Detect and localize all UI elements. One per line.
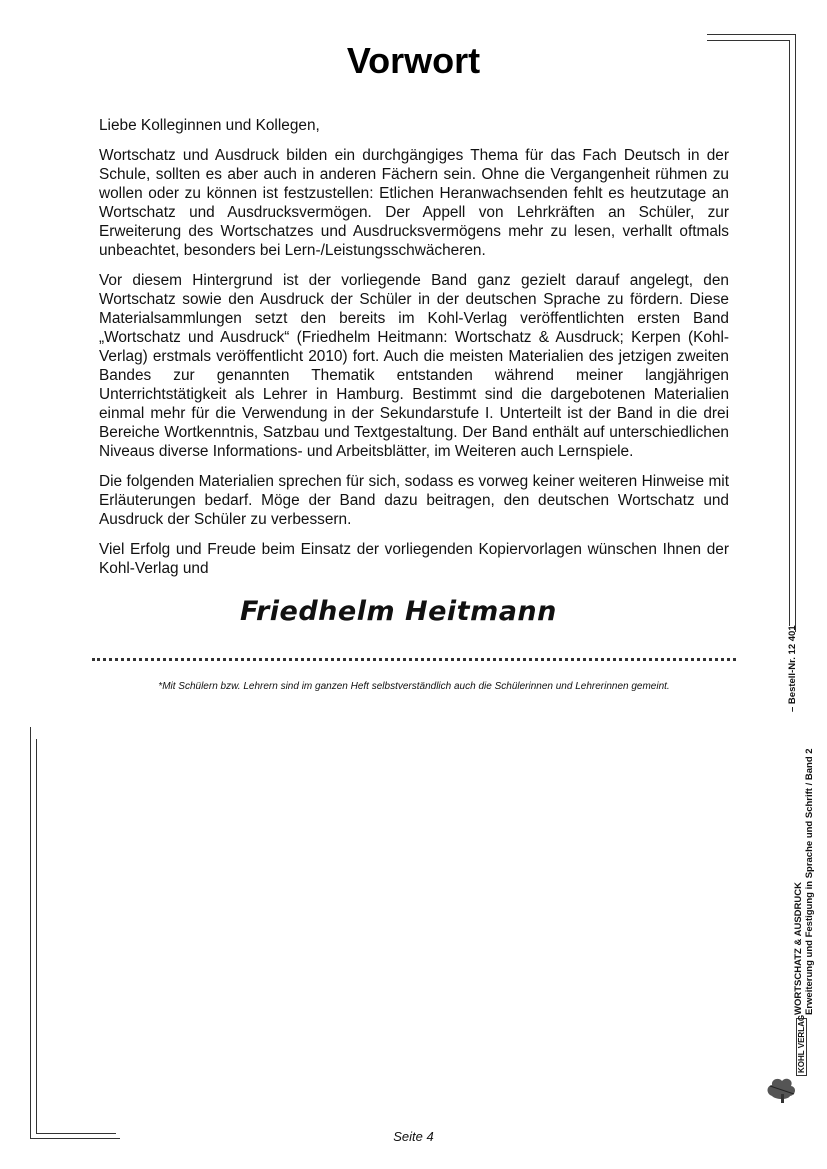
footnote: *Mit Schülern bzw. Lehrern sind im ganzen Heft selbstverständlich auch die Schülerinnen und Lehrerinnen gemeint. bbox=[158, 681, 670, 692]
body-text bbox=[99, 116, 729, 589]
author-signature: Friedhelm Heitmann bbox=[240, 596, 557, 627]
frame-right-vertical-inner bbox=[789, 40, 790, 626]
paragraph-2: Vor diesem Hintergrund ist der vorliegende Band ganz gezielt darauf angelegt, den Wortschatz sowie den Ausdruck der Schüler in der deutschen Sprache zu fördern. Diese Materialsammlungen setzt den bereits im Kohl-Verlag veröffentlichten ersten Band „Wortschatz und Ausdruck“ (Friedhelm Heitmann: Wortschatz & Ausdruck; Kerpen (Kohl-Verlag) erstmals veröffentlicht 2010) fort. Auch die meisten Materialien des jetzigen zweiten Bandes zur genannten Thematik entstanden während meiner langjährigen Unterrichtstätigkeit als Lehrer in Hamburg. Bestimmt sind die dargebotenen Materialien einmal mehr für die Verwendung in der Sekundarstufe I. Unterteilt ist der Band in die drei Bereiche Wortkenntnis, Satzbau und Textgestaltung. Der Band enthält auf unterschiedlichen Niveaus diverse Informations- und Arbeitsblätter, im Weiteren auch Lernspiele. bbox=[99, 272, 729, 460]
paragraph-3: Die folgenden Materialien sprechen für sich, sodass es vorweg keiner weiteren Hinweise mit Erläuterungen bedarf. Möge der Band dazu beitragen, den deutschen Wortschatz und Ausdruck der Schüler zu verbessern. bbox=[99, 473, 729, 528]
side-series-subtitle: Erweiterung und Festigung in Sprache und Schrift / Band 2 bbox=[804, 748, 815, 1015]
publisher-logo-text: KOHL VERLAG bbox=[796, 1018, 807, 1076]
frame-top-right-horizontal bbox=[707, 34, 795, 35]
frame-left-vertical-inner bbox=[36, 739, 37, 1134]
dotted-divider bbox=[92, 658, 736, 661]
frame-left-vertical bbox=[30, 727, 31, 1139]
side-series-info bbox=[793, 748, 815, 1015]
side-series-title: WORTSCHATZ & AUSDRUCK bbox=[793, 882, 804, 1015]
closing-paragraph: Viel Erfolg und Freude beim Einsatz der vorliegenden Kopiervorlagen wünschen Ihnen der Kohl-Verlag und bbox=[99, 541, 729, 577]
page-title: Vorwort bbox=[346, 40, 481, 81]
publisher-logo bbox=[764, 1014, 806, 1104]
salutation: Liebe Kolleginnen und Kollegen, bbox=[99, 117, 320, 134]
paragraph-1: Wortschatz und Ausdruck bilden ein durchgängiges Thema für das Fach Deutsch in der Schule, sollten es aber auch in anderen Fächern sein. Ohne die Vergangenheit rühmen zu wollen oder zu können ist festzustellen: Etlichen Heranwachsenden fehlt es heutzutage an Wortschatz und Ausdrucksvermögen. Der Appell von Lehrkräften an Schüler, zur Erweiterung des Wortschatzes und Ausdrucksvermögens mehr zu lesen, verhallt oftmals unbeachtet, besonders bei Lern-/Leistungsschwächeren. bbox=[99, 147, 729, 259]
frame-right-vertical bbox=[795, 34, 796, 632]
page-number: Seite 4 bbox=[393, 1129, 434, 1144]
side-order-number: – Bestell-Nr. 12 401 bbox=[787, 625, 798, 712]
